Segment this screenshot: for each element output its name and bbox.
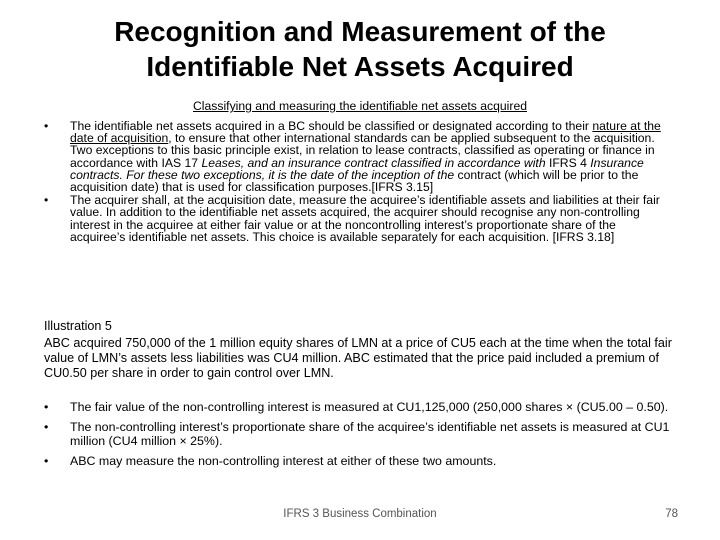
principles-list [44,120,674,244]
illustration-points-list [44,400,674,473]
underlined-phrase: nature at the date of acquisition [70,119,661,146]
title-line-2: Identifiable Net Assets Acquired [146,51,574,82]
footer-text: IFRS 3 Business Combination [283,508,437,520]
section-subheading: Classifying and measuring the identifiable net assets acquired [193,99,527,113]
page-number: 78 [665,508,678,520]
illustration-title: Illustration 5 [44,319,112,333]
list-item: • The identifiable net assets acquired in a BC should be classified or designated according to their nature at the date of acquisition, to ensure that other international standards can be applied subsequent to the acquisition. Two exceptions to this basic principle exist, in relation to lease contracts, classified as operating or finance in accordance with IAS 17 Leases, and an insurance contract classified in accordance with IFRS 4 Insurance contracts. For these two exceptions, it is the date of the inception of the contract (which will be prior to the acquisition date) that is used for classification purposes.[IFRS 3.15] [44,120,674,193]
list-item: • ABC may measure the non-controlling interest at either of these two amounts. [44,454,674,469]
list-item: • The acquirer shall, at the acquisition date, measure the acquiree’s identifiable assets and liabilities at their fair value. In addition to the identifiable net assets acquired, the acquirer should recognise any non-controlling interest in the acquiree at either fair value or at the noncontrolling interest’s proportionate share of the acquiree’s identifiable net assets. This choice is available separately for each acquisition. [IFRS 3.18] [44,194,674,243]
title-line-1: Recognition and Measurement of the [114,16,606,47]
list-item: • The non-controlling interest’s proportionate share of the acquiree’s identifiable net assets is measured at CU1 million (CU4 million × 25%). [44,420,674,449]
list-item: • The fair value of the non-controlling interest is measured at CU1,125,000 (250,000 shares × (CU5.00 – 0.50). [44,400,674,415]
slide-title [40,14,680,84]
illustration-body: ABC acquired 750,000 of the 1 million equity shares of LMN at a price of CU5 each at the time when the total fair value of LMN’s assets less liabilities was CU4 million. ABC estimated that the price paid included a premium of CU0.50 per share in order to gain control over LMN. [44,336,672,380]
